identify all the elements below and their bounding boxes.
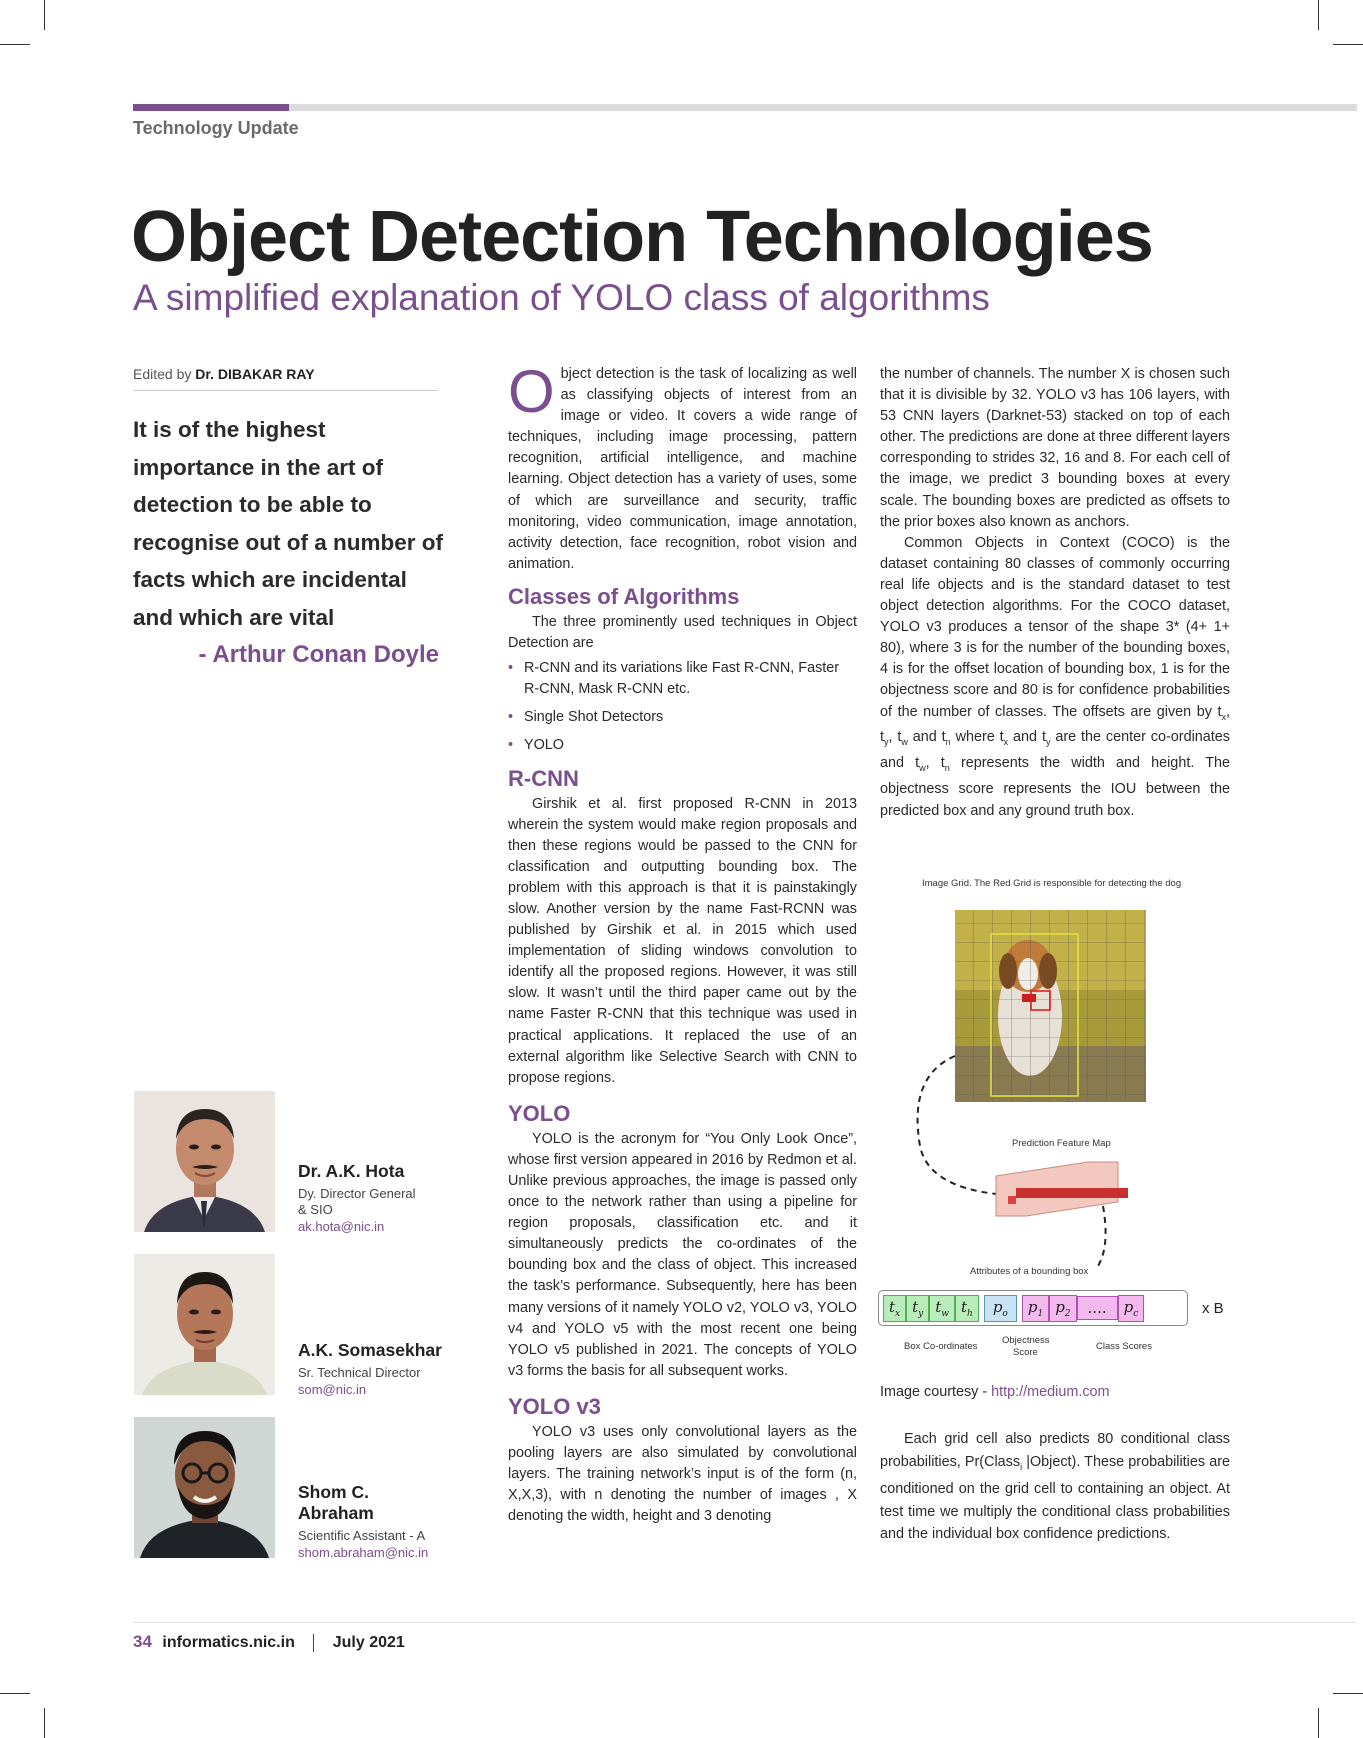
page-title: Object Detection Technologies bbox=[131, 197, 1153, 277]
yolov3-paragraph: YOLO v3 uses only convolutional layers as the pooling layers are also simulated by convolutional layers. The training network’s input is of the form (n, X,X,3), with n denoting the number of images , X denoting the width, height and 3 denoting bbox=[508, 1423, 857, 1525]
author-role: Dy. Director General bbox=[298, 1186, 416, 1201]
quote-author: - Arthur Conan Doyle bbox=[198, 641, 439, 668]
intro-text: bject detection is the task of localizing as well as classifying objects of interest from an image or video. It covers a wide range of techniques, including image processing, pattern recognition, artificial intelligence, and machine learning. Object detection has a variety of uses, some of which are surveillance and security, traffic monitoring, video communication, image annotation, activity detection, face recognition, robot vision and animation. bbox=[508, 366, 857, 572]
author-name: Shom C. bbox=[298, 1482, 369, 1502]
footer bbox=[133, 1632, 405, 1652]
footer-site[interactable]: informatics.nic.in bbox=[162, 1634, 295, 1651]
list-item: • Single Shot Detectors bbox=[524, 707, 857, 728]
editor-credit bbox=[133, 366, 438, 391]
heading-classes: Classes of Algorithms bbox=[508, 583, 740, 609]
author-role: Sr. Technical Director bbox=[298, 1365, 421, 1380]
section-label: Technology Update bbox=[133, 118, 299, 138]
figure-caption: Prediction Feature Map bbox=[1012, 1138, 1111, 1149]
classes-intro: The three prominently used techniques in Object Detection are bbox=[508, 613, 857, 652]
coco-paragraph: Common Objects in Context (COCO) is the dataset containing 80 classes of commonly occurring real life objects and is the standard dataset to test object detection algorithms. For the COCO dataset, YOLO v3 produces a tensor of the shape 3* (4+ 1+ 80), where 3 is for the number of the bounding boxes, 4 is for the offset location of bounding box, 1 is for the objectness score and 80 is for confidence probabilities of the number of classes. The offsets are given by $t_x$, $t_y$, $t_w$ and $t_n$ where $t_x$ and $t_y$ are the center co-ordinates and $t_w$, $t_n$ represents the width and height. The objectness score represents the IOU between the predicted box and any ground truth box. bbox=[880, 534, 1230, 819]
attr-th: $t_h$ bbox=[955, 1295, 979, 1322]
classes-list bbox=[508, 658, 857, 756]
attr-tx: $t_x$ bbox=[883, 1295, 906, 1322]
avatar bbox=[134, 1417, 275, 1558]
heading-yolov3: YOLO v3 bbox=[508, 1393, 601, 1419]
list-item: • R-CNN and its variations like Fast R-CNN, Faster R-CNN, Mask R-CNN etc. bbox=[524, 658, 857, 700]
attr-p1: $p_1$ bbox=[1022, 1295, 1049, 1322]
header-rule bbox=[133, 104, 1357, 111]
author-name: A.K. Somasekhar bbox=[298, 1340, 442, 1360]
footer-date: July 2021 bbox=[332, 1634, 405, 1651]
courtesy-link[interactable]: http://medium.com bbox=[991, 1384, 1110, 1400]
attr-pc: $p_c$ bbox=[1118, 1295, 1145, 1322]
article-column-2-end bbox=[880, 1428, 1230, 1546]
footer-divider bbox=[313, 1634, 314, 1652]
author-name: Abraham bbox=[298, 1503, 374, 1523]
coco-text: Common Objects in Context (COCO) is the dataset containing 80 classes of commonly occurring real life objects and is the standard dataset to test object detection algorithms. For the COCO dataset, YOLO v3 produces a tensor of the shape 3* (4+ 1+ 80), where 3 is for the number of the bounding boxes, 4 is for the offset location of bounding box, 1 is for the objectness score and 80 is for confidence probabilities of the number of classes. The offsets are given by t bbox=[880, 534, 1230, 720]
image-courtesy: Image courtesy - http://medium.com bbox=[880, 1384, 1110, 1400]
crop-mark bbox=[44, 0, 45, 30]
figure-label: Class Scores bbox=[1096, 1341, 1152, 1352]
figure-caption: Image Grid. The Red Grid is responsible for detecting the dog bbox=[922, 878, 1182, 889]
author-email[interactable]: som@nic.in bbox=[298, 1382, 367, 1397]
author-name: Dr. A.K. Hota bbox=[298, 1161, 405, 1181]
crop-mark bbox=[1318, 0, 1319, 30]
crop-mark bbox=[44, 1708, 45, 1738]
crop-mark bbox=[1318, 1708, 1319, 1738]
article-column-1 bbox=[508, 358, 857, 1527]
page-number: 34 bbox=[133, 1632, 152, 1651]
crop-mark bbox=[0, 44, 30, 45]
channels-paragraph: the number of channels. The number X is chosen such that it is divisible by 32. YOLO v3 has 106 layers, with 53 CNN layers (Darknet-53) stacked on top of each other. The predictions are done at three different layers corresponding to strides 32, 16 and 8. For each cell of the image, we predict 3 bounding boxes at every scale. The bounding boxes are predicted as offsets to the prior boxes also known as anchors. bbox=[880, 366, 1230, 530]
times-b-label: x B bbox=[1202, 1300, 1224, 1317]
attr-po: $p_o$ bbox=[984, 1295, 1017, 1322]
class-probabilities-paragraph: Each grid cell also predicts 80 conditional class probabilities, Pr(Class$_i$ |Object). These probabilities are conditioned on the grid cell to containing an object. At test time we multiply the conditional class probabilities and the individual box confidence predictions. bbox=[880, 1431, 1230, 1543]
article-column-2 bbox=[880, 364, 1230, 822]
intro-paragraph bbox=[508, 358, 857, 575]
avatar bbox=[134, 1091, 275, 1232]
coco-tail: represents the width and height. The objectness score represents the IOU between the predicted box and any ground truth box. bbox=[880, 755, 1230, 819]
yolo-paragraph: YOLO is the acronym for “You Only Look Once”, whose first version appeared in 2016 by Redmon et al. Unlike previous approaches, the image is passed only once to the network rather than using a pipeline for region proposals, classification etc. and it simultaneously predicts the co-ordinates of the bounding box and the class of object. This increased the task’s performance. Subsequently, here has been many versions of it namely YOLO v2, YOLO v3, YOLO v4 and YOLO v5 with the most recent one being YOLO v5 published in 2021. The concepts of YOLO v3 forms the basis for all subsequent works. bbox=[508, 1130, 857, 1379]
grid-image bbox=[878, 866, 1233, 1356]
attr-ty: $t_y$ bbox=[906, 1295, 929, 1322]
figure-label: Box Co-ordinates bbox=[904, 1341, 978, 1352]
editor-prefix: Edited by bbox=[133, 366, 192, 382]
author-role: Scientific Assistant - A bbox=[298, 1528, 426, 1543]
attr-p2: $p_2$ bbox=[1049, 1295, 1076, 1322]
bounding-box-attributes bbox=[878, 1290, 1188, 1326]
heading-rcnn: R-CNN bbox=[508, 765, 579, 791]
attr-tw: $t_w$ bbox=[929, 1295, 955, 1322]
crop-mark bbox=[1333, 1693, 1363, 1694]
editor-name: Dr. DIBAKAR RAY bbox=[195, 366, 315, 382]
header-rule-accent bbox=[133, 104, 289, 111]
author-email[interactable]: shom.abraham@nic.in bbox=[298, 1545, 429, 1560]
figure-caption: Attributes of a bounding box bbox=[970, 1266, 1089, 1277]
drop-cap: O bbox=[508, 358, 555, 425]
list-item: • YOLO bbox=[524, 735, 857, 756]
author-role: & SIO bbox=[298, 1202, 333, 1217]
avatar bbox=[134, 1254, 275, 1395]
heading-yolo: YOLO bbox=[508, 1100, 571, 1126]
pull-quote: It is of the highest importance in the art of detection to be able to recognise out of a number of facts which are incidental and which are vital bbox=[133, 417, 444, 630]
figure-label: Score bbox=[1013, 1347, 1038, 1358]
footer-rule bbox=[133, 1622, 1357, 1623]
crop-mark bbox=[0, 1693, 30, 1694]
attr-dots: .... bbox=[1077, 1296, 1118, 1320]
page-subtitle: A simplified explanation of YOLO class of algorithms bbox=[133, 277, 990, 318]
author-email[interactable]: ak.hota@nic.in bbox=[298, 1219, 385, 1234]
figure-label: Objectness bbox=[1002, 1335, 1050, 1346]
rcnn-paragraph: Girshik et al. first proposed R-CNN in 2013 wherein the system would make region proposals and then these regions would be passed to the CNN for classification and outputting bounding box. The problem with this approach is that it is painstakingly slow. Another version by the name Fast-RCNN was published by Girshik et al. in 2015 which used implementation of sliding windows convolution to identify all the proposed regions. However, it was still slow. It wasn’t until the third paper came out by the name Faster R-CNN that this technique was used in practical applications. It replaced the use of an external algorithm like Selective Search with CNN to propose regions. bbox=[508, 795, 857, 1086]
yolo-figure bbox=[878, 866, 1233, 1356]
crop-mark bbox=[1333, 44, 1363, 45]
